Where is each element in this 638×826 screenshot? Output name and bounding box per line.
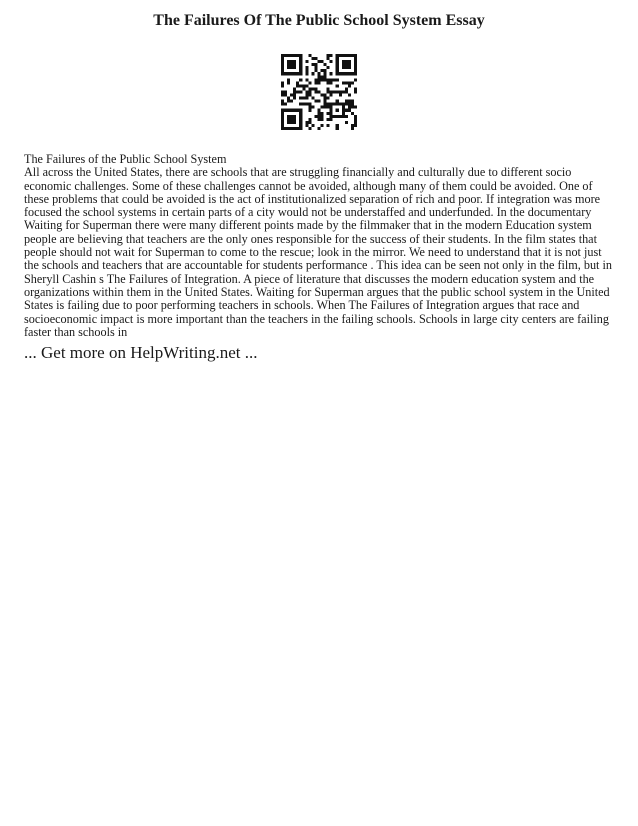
essay-paragraph: All across the United States, there are schools that are struggling financially and culturally due to different socio economic challenges. Some of these challenges cannot be avoided, although many of them could be avoided. One of these problems that could be avoided is the act of institutionalized separation of rich and poor. If integration was more focused the school systems in certain parts of a city would not be understaffed and underfunded. In the documentary Waiting for Superman there were many different points made by the filmmaker that in the modern Education system people are believing that teachers are the only ones responsible for the success of their students. In the film states that people should not wait for Superman to come to the rescue; look in the mirror. We need to understand that it is not just the schools and teachers that are accountable for students performance . This idea can be seen not only in the film, but in Sheryll Cashin s The Failures of Integration. A piece of literature that discusses the modern education system and the organizations within them in the United States. Waiting for Superman argues that the public school system in the United States is failing due to poor performing teachers in schools. When The Failures of Integration argues that race and socioeconomic impact is more important than the teachers in the failing schools. Schools in large city centers are failing faster than schools in (24, 165, 612, 339)
essay-body (24, 153, 616, 339)
qr-code-icon (281, 54, 357, 130)
essay-heading: The Failures of the Public School System (24, 152, 227, 166)
get-more-link[interactable]: ... Get more on HelpWriting.net ... (24, 343, 258, 362)
document-title: The Failures Of The Public School System Essay (153, 12, 485, 29)
